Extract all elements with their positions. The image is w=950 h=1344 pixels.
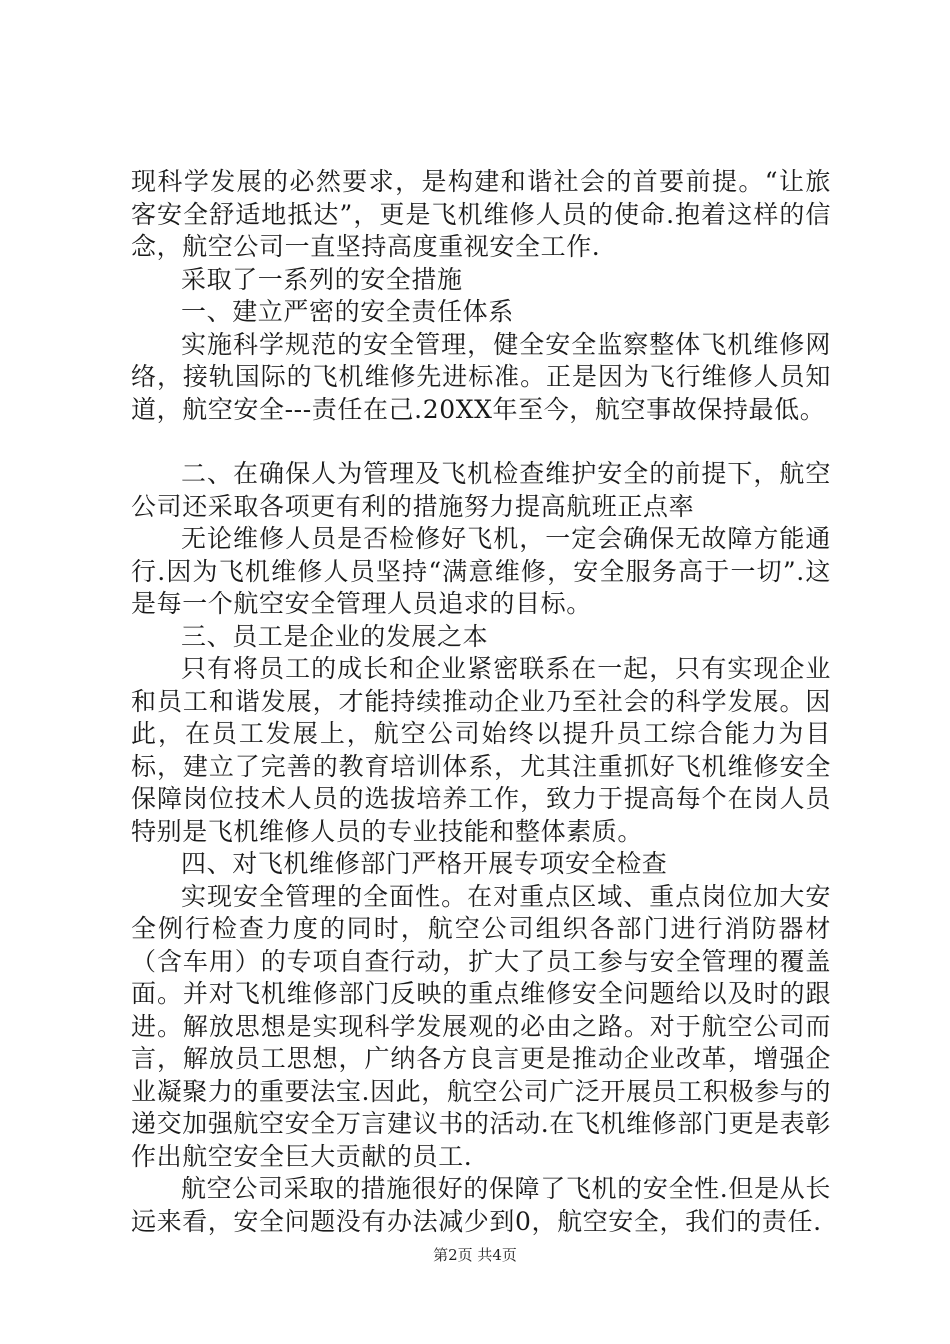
paragraph-gap: [131, 426, 831, 458]
paragraph-intro: 现科学发展的必然要求，是构建和谐社会的首要前提。“让旅客安全舒适地抵达”，更是飞机维修人员的使命.抱着这样的信念，航空公司一直坚持高度重视安全工作.: [131, 167, 831, 261]
paragraph-section-4: 实现安全管理的全面性。在对重点区域、重点岗位加大安全例行检查力度的同时，航空公司组织各部门进行消防器材（含车用）的专项自查行动，扩大了员工参与安全管理的覆盖面。并对飞机维修部门反映的重点维修安全问题给以及时的跟进。解放思想是实现科学发展观的必由之路。对于航空公司而言，解放员工思想，广纳各方良言更是推动企业改革，增强企业凝聚力的重要法宝.因此，航空公司广泛开展员工积极参与的递交加强航空安全万言建议书的活动.在飞机维修部门更是表彰作出航空安全巨大贡献的员工.: [131, 881, 831, 1171]
paragraph-section-1: 实施科学规范的安全管理，健全安全监察整体飞机维修网络，接轨国际的飞机维修先进标准。正是因为飞行维修人员知道，航空安全---责任在己.20XX年至今，航空事故保持最低。: [131, 329, 831, 424]
heading-section-3: 三、员工是企业的发展之本: [181, 621, 489, 651]
page-number-label: 第2页 共4页: [433, 1246, 517, 1264]
paragraph-conclusion: 航空公司采取的措施很好的保障了飞机的安全性.但是从长远来看，安全问题没有办法减少到0，航空安全，我们的责任.: [131, 1174, 831, 1236]
heading-section-4: 四、对飞机维修部门严格开展专项安全检查: [181, 849, 668, 878]
paragraph-measures: 采取了一系列的安全措施: [181, 264, 463, 294]
heading-section-2: 二、在确保人为管理及飞机检查维护安全的前提下，航空公司还采取各项更有利的措施努力提高航班正点率: [131, 459, 831, 521]
paragraph-section-2: 无论维修人员是否检修好飞机，一定会确保无故障方能通行.因为飞机维修人员坚持“满意维修，安全服务高于一切”.这是每一个航空安全管理人员追求的目标。: [131, 524, 831, 618]
document-body: [131, 166, 831, 1238]
paragraph-section-3: 只有将员工的成长和企业紧密联系在一起，只有实现企业和员工和谐发展，才能持续推动企业乃至社会的科学发展。因此，在员工发展上，航空公司始终以提升员工综合能力为目标，建立了完善的教育培训体系，尤其注重抓好飞机维修安全保障岗位技术人员的选拔培养工作，致力于提高每个在岗人员特别是飞机维修人员的专业技能和整体素质。: [131, 654, 831, 846]
page-footer: [0, 1244, 950, 1265]
heading-section-1: 一、建立严密的安全责任体系: [181, 297, 514, 326]
